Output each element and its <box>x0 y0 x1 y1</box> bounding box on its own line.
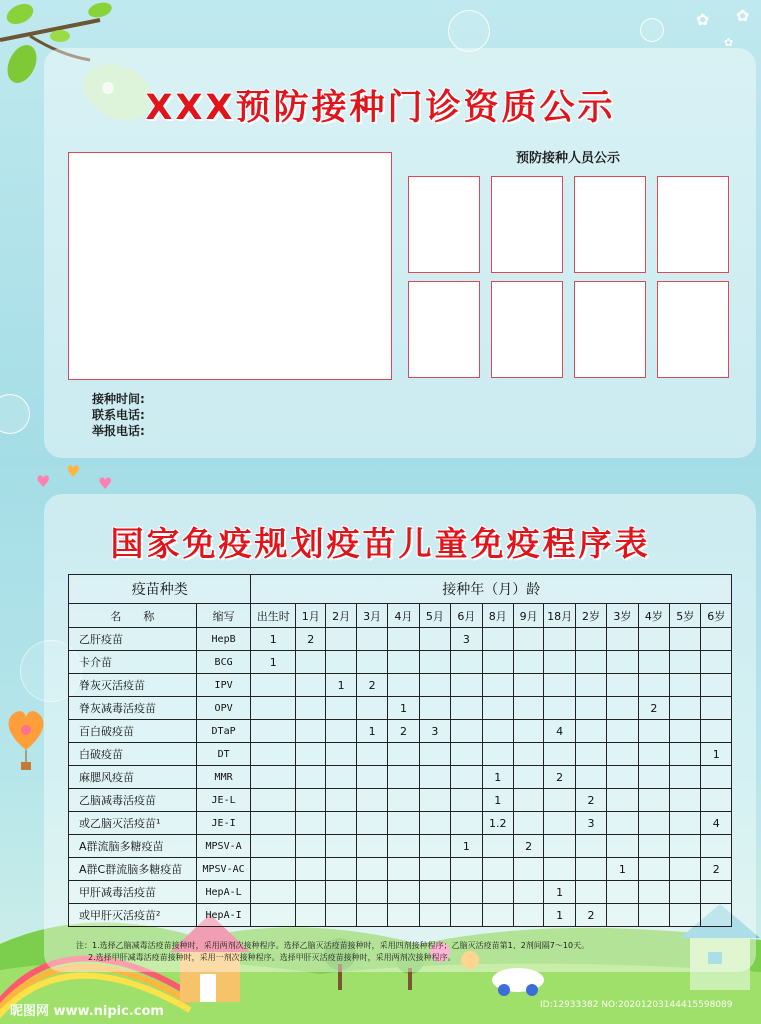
dose-cell: 1 <box>482 766 513 789</box>
dose-cell <box>575 651 606 674</box>
dose-cell <box>296 835 326 858</box>
dose-cell <box>419 858 450 881</box>
dose-cell <box>451 697 482 720</box>
dose-cell <box>419 904 450 927</box>
dose-cell <box>296 743 326 766</box>
vaccine-abbr-cell: HepA-L <box>196 881 251 904</box>
vaccine-name-cell: 白破疫苗 <box>69 743 197 766</box>
vaccine-name-cell: 麻腮风疫苗 <box>69 766 197 789</box>
dose-cell <box>388 835 419 858</box>
vaccine-abbr-cell: HepB <box>196 628 251 651</box>
dose-cell <box>296 674 326 697</box>
dose-cell <box>356 858 387 881</box>
table-row <box>69 697 732 720</box>
heart-decoration: ♥ <box>98 474 113 493</box>
dose-cell <box>296 789 326 812</box>
dose-cell <box>670 651 701 674</box>
schedule-note-1: 注：1.选择乙脑减毒活疫苗接种时，采用两剂次接种程序。选择乙脑灭活疫苗接种时，采用四剂接种程序；乙脑灭活疫苗第1、2剂间隔7～10天。 <box>76 941 590 950</box>
abbr-column-header: 缩写 <box>196 604 251 628</box>
heart-decoration: ♥ <box>36 472 51 491</box>
dose-cell: 1 <box>326 674 356 697</box>
dose-cell <box>701 674 732 697</box>
dose-cell <box>607 697 638 720</box>
dose-cell <box>251 858 296 881</box>
table-row <box>69 674 732 697</box>
dose-cell <box>482 674 513 697</box>
dose-cell <box>451 743 482 766</box>
vaccine-name-cell: 或乙脑灭活疫苗¹ <box>69 812 197 835</box>
dose-cell: 2 <box>701 858 732 881</box>
dose-cell <box>251 789 296 812</box>
dose-cell <box>575 858 606 881</box>
dose-cell: 2 <box>544 766 575 789</box>
dose-cell <box>701 697 732 720</box>
dose-cell <box>482 835 513 858</box>
dose-cell <box>607 720 638 743</box>
dose-cell: 1 <box>356 720 387 743</box>
dose-cell <box>419 789 450 812</box>
vaccine-abbr-cell: HepA-I <box>196 904 251 927</box>
dose-cell: 2 <box>296 628 326 651</box>
dose-cell <box>513 697 543 720</box>
age-column-header: 5月 <box>419 604 450 628</box>
dose-cell <box>575 628 606 651</box>
dose-cell: 3 <box>575 812 606 835</box>
dose-cell <box>419 812 450 835</box>
dose-cell <box>296 858 326 881</box>
vaccine-abbr-cell: JE-L <box>196 789 251 812</box>
age-column-header: 2月 <box>326 604 356 628</box>
dose-cell <box>638 766 669 789</box>
vaccine-abbr-cell: IPV <box>196 674 251 697</box>
dose-cell <box>388 812 419 835</box>
dose-cell <box>482 904 513 927</box>
dose-cell <box>326 766 356 789</box>
table-row <box>69 766 732 789</box>
dose-cell <box>251 697 296 720</box>
age-header: 接种年（月）龄 <box>251 575 732 604</box>
dose-cell: 1 <box>251 628 296 651</box>
dose-cell <box>451 766 482 789</box>
age-column-header: 8月 <box>482 604 513 628</box>
dose-cell <box>388 858 419 881</box>
table-row <box>69 651 732 674</box>
dose-cell <box>638 904 669 927</box>
dose-cell <box>513 720 543 743</box>
dose-cell <box>670 697 701 720</box>
vaccine-name-cell: 乙肝疫苗 <box>69 628 197 651</box>
dose-cell <box>670 789 701 812</box>
dose-cell <box>388 766 419 789</box>
flower-decoration: ✿ <box>736 6 750 25</box>
dose-cell <box>670 720 701 743</box>
dose-cell <box>482 720 513 743</box>
dose-cell <box>513 812 543 835</box>
dose-cell <box>670 904 701 927</box>
report-phone-label: 举报电话: <box>92 424 145 438</box>
dose-cell <box>607 628 638 651</box>
dose-cell <box>544 789 575 812</box>
schedule-note-2: 2.选择甲肝减毒活疫苗接种时，采用一剂次接种程序。选择甲肝灭活疫苗接种时，采用两剂次接种程序。 <box>88 953 456 962</box>
dose-cell <box>326 743 356 766</box>
dose-cell <box>451 812 482 835</box>
dose-cell <box>607 904 638 927</box>
bubble-decoration <box>0 394 30 434</box>
table-row <box>69 858 732 881</box>
clinic-certificate-photo-frame <box>68 152 392 380</box>
dose-cell: 1 <box>251 651 296 674</box>
vaccine-name-cell: A群C群流脑多糖疫苗 <box>69 858 197 881</box>
dose-cell: 2 <box>356 674 387 697</box>
dose-cell <box>419 674 450 697</box>
dose-cell <box>419 651 450 674</box>
name-column-header: 名 称 <box>69 604 197 628</box>
bubble-decoration <box>448 10 490 52</box>
age-column-header: 3岁 <box>607 604 638 628</box>
age-column-header: 2岁 <box>575 604 606 628</box>
dose-cell <box>326 789 356 812</box>
dose-cell <box>638 720 669 743</box>
staff-photo-frame <box>491 281 563 378</box>
dose-cell <box>388 743 419 766</box>
dose-cell <box>575 743 606 766</box>
dose-cell: 1 <box>451 835 482 858</box>
dose-cell <box>638 651 669 674</box>
dose-cell <box>451 858 482 881</box>
dose-cell <box>638 789 669 812</box>
table-row <box>69 720 732 743</box>
dose-cell <box>607 766 638 789</box>
dose-cell <box>607 651 638 674</box>
vaccine-name-cell: 百白破疫苗 <box>69 720 197 743</box>
dose-cell <box>356 789 387 812</box>
dose-cell <box>513 904 543 927</box>
dose-cell <box>513 789 543 812</box>
dose-cell <box>513 766 543 789</box>
table-row <box>69 789 732 812</box>
dose-cell <box>326 858 356 881</box>
age-column-header: 1月 <box>296 604 326 628</box>
dose-cell <box>670 881 701 904</box>
dose-cell <box>251 766 296 789</box>
dose-cell <box>607 674 638 697</box>
dose-cell <box>451 720 482 743</box>
dose-cell: 1 <box>482 789 513 812</box>
dose-cell <box>451 881 482 904</box>
vaccine-abbr-cell: MPSV-A <box>196 835 251 858</box>
dose-cell <box>638 674 669 697</box>
vaccine-name-cell: 脊灰减毒活疫苗 <box>69 697 197 720</box>
dose-cell <box>513 651 543 674</box>
dose-cell <box>251 720 296 743</box>
dose-cell <box>419 766 450 789</box>
dose-cell <box>419 697 450 720</box>
dose-cell <box>701 766 732 789</box>
dose-cell <box>575 697 606 720</box>
flower-decoration: ✿ <box>696 10 710 29</box>
dose-cell <box>701 789 732 812</box>
vaccine-abbr-cell: DTaP <box>196 720 251 743</box>
dose-cell: 4 <box>544 720 575 743</box>
dose-cell <box>251 904 296 927</box>
dose-cell <box>356 743 387 766</box>
flower-decoration: ✿ <box>724 36 734 49</box>
dose-cell <box>356 835 387 858</box>
dose-cell <box>251 881 296 904</box>
immunization-schedule-table <box>68 574 732 927</box>
watermark-site: 昵图网 www.nipic.com <box>10 1004 164 1019</box>
dose-cell <box>638 628 669 651</box>
dose-cell <box>419 835 450 858</box>
vaccine-type-header: 疫苗种类 <box>69 575 251 604</box>
dose-cell <box>326 697 356 720</box>
staff-photo-frame <box>657 281 729 378</box>
dose-cell <box>356 881 387 904</box>
dose-cell <box>638 881 669 904</box>
vaccine-abbr-cell: DT <box>196 743 251 766</box>
dose-cell <box>388 674 419 697</box>
staff-photo-frame <box>657 176 729 273</box>
vaccine-name-cell: 乙脑减毒活疫苗 <box>69 789 197 812</box>
dose-cell <box>701 881 732 904</box>
table-row <box>69 881 732 904</box>
dose-cell <box>544 674 575 697</box>
dose-cell <box>482 628 513 651</box>
dose-cell <box>451 674 482 697</box>
dose-cell <box>388 789 419 812</box>
dose-cell <box>251 812 296 835</box>
dose-cell <box>326 881 356 904</box>
dose-cell <box>356 628 387 651</box>
dose-cell: 1.2 <box>482 812 513 835</box>
dose-cell <box>607 835 638 858</box>
dose-cell <box>638 743 669 766</box>
dose-cell <box>607 812 638 835</box>
dose-cell <box>326 628 356 651</box>
dose-cell: 2 <box>513 835 543 858</box>
dose-cell <box>251 835 296 858</box>
age-column-header: 出生时 <box>251 604 296 628</box>
dose-cell <box>251 674 296 697</box>
dose-cell <box>544 835 575 858</box>
dose-cell <box>638 835 669 858</box>
table-row <box>69 904 732 927</box>
staff-photo-frame <box>408 281 480 378</box>
staff-photo-frame <box>574 281 646 378</box>
dose-cell <box>670 812 701 835</box>
dose-cell <box>544 812 575 835</box>
dose-cell <box>513 881 543 904</box>
dose-cell <box>326 835 356 858</box>
table-row <box>69 628 732 651</box>
dose-cell <box>251 743 296 766</box>
dose-cell <box>701 904 732 927</box>
dose-cell: 2 <box>575 904 606 927</box>
age-column-header: 6月 <box>451 604 482 628</box>
dose-cell: 1 <box>544 904 575 927</box>
age-column-header: 18月 <box>544 604 575 628</box>
dose-cell: 1 <box>701 743 732 766</box>
dose-cell <box>575 881 606 904</box>
page-title: XXX预防接种门诊资质公示 <box>145 88 616 128</box>
vaccine-name-cell: A群流脑多糖疫苗 <box>69 835 197 858</box>
dose-cell: 2 <box>388 720 419 743</box>
vaccine-abbr-cell: MPSV-AC <box>196 858 251 881</box>
dose-cell <box>638 858 669 881</box>
staff-heading: 预防接种人员公示 <box>515 151 620 166</box>
dose-cell <box>388 904 419 927</box>
dose-cell <box>482 651 513 674</box>
dose-cell <box>575 720 606 743</box>
dose-cell <box>670 674 701 697</box>
dose-cell <box>544 628 575 651</box>
dose-cell: 3 <box>419 720 450 743</box>
table-row <box>69 835 732 858</box>
dose-cell <box>296 720 326 743</box>
dose-cell <box>607 881 638 904</box>
age-column-header: 3月 <box>356 604 387 628</box>
age-column-header: 4岁 <box>638 604 669 628</box>
dose-cell <box>701 720 732 743</box>
vaccine-abbr-cell: JE-I <box>196 812 251 835</box>
dose-cell <box>326 904 356 927</box>
age-column-header: 5岁 <box>670 604 701 628</box>
dose-cell <box>575 835 606 858</box>
age-column-header: 4月 <box>388 604 419 628</box>
schedule-title: 国家免疫规划疫苗儿童免疫程序表 <box>110 524 651 563</box>
dose-cell: 4 <box>701 812 732 835</box>
dose-cell <box>356 697 387 720</box>
dose-cell <box>544 743 575 766</box>
staff-photo-frame <box>408 176 480 273</box>
vaccine-name-cell: 或甲肝灭活疫苗² <box>69 904 197 927</box>
dose-cell <box>670 766 701 789</box>
dose-cell: 1 <box>607 858 638 881</box>
dose-cell <box>482 743 513 766</box>
dose-cell: 2 <box>575 789 606 812</box>
dose-cell <box>701 835 732 858</box>
vaccine-name-cell: 甲肝减毒活疫苗 <box>69 881 197 904</box>
vaccine-abbr-cell: BCG <box>196 651 251 674</box>
dose-cell <box>482 858 513 881</box>
dose-cell <box>670 835 701 858</box>
vaccine-abbr-cell: MMR <box>196 766 251 789</box>
dose-cell <box>356 651 387 674</box>
dose-cell <box>482 881 513 904</box>
vaccine-abbr-cell: OPV <box>196 697 251 720</box>
table-row <box>69 812 732 835</box>
dose-cell <box>451 904 482 927</box>
dose-cell: 1 <box>544 881 575 904</box>
dose-cell <box>356 904 387 927</box>
bubble-decoration <box>640 18 664 42</box>
dose-cell <box>296 904 326 927</box>
dose-cell <box>451 789 482 812</box>
dose-cell <box>670 743 701 766</box>
dose-cell <box>513 628 543 651</box>
dose-cell <box>607 789 638 812</box>
dose-cell <box>451 651 482 674</box>
age-column-header: 9月 <box>513 604 543 628</box>
dose-cell <box>388 881 419 904</box>
dose-cell <box>513 674 543 697</box>
heart-decoration: ♥ <box>66 462 81 481</box>
dose-cell <box>326 651 356 674</box>
dose-cell <box>701 628 732 651</box>
staff-photo-frame <box>491 176 563 273</box>
dose-cell <box>670 858 701 881</box>
dose-cell <box>419 881 450 904</box>
dose-cell <box>513 743 543 766</box>
watermark-id: ID:12933382 NO:20201203144415598089 <box>540 1000 733 1010</box>
vaccine-name-cell: 卡介苗 <box>69 651 197 674</box>
vaccine-name-cell: 脊灰灭活疫苗 <box>69 674 197 697</box>
dose-cell <box>638 812 669 835</box>
dose-cell <box>701 651 732 674</box>
dose-cell <box>607 743 638 766</box>
dose-cell <box>356 766 387 789</box>
dose-cell <box>388 628 419 651</box>
dose-cell <box>513 858 543 881</box>
dose-cell <box>296 812 326 835</box>
dose-cell <box>544 651 575 674</box>
dose-cell <box>575 766 606 789</box>
dose-cell <box>326 720 356 743</box>
contact-phone-label: 联系电话: <box>92 408 145 422</box>
dose-cell <box>326 812 356 835</box>
dose-cell <box>419 628 450 651</box>
dose-cell <box>296 881 326 904</box>
dose-cell: 1 <box>388 697 419 720</box>
dose-cell <box>482 697 513 720</box>
dose-cell <box>296 766 326 789</box>
age-column-header: 6岁 <box>701 604 732 628</box>
dose-cell <box>575 674 606 697</box>
vaccination-time-label: 接种时间: <box>92 392 145 406</box>
dose-cell <box>356 812 387 835</box>
heart-balloon-decoration <box>4 704 48 774</box>
dose-cell: 2 <box>638 697 669 720</box>
table-row <box>69 743 732 766</box>
dose-cell <box>296 651 326 674</box>
dose-cell <box>388 651 419 674</box>
dose-cell: 3 <box>451 628 482 651</box>
dose-cell <box>670 628 701 651</box>
staff-photo-frame <box>574 176 646 273</box>
dose-cell <box>544 697 575 720</box>
dose-cell <box>296 697 326 720</box>
dose-cell <box>544 858 575 881</box>
dose-cell <box>419 743 450 766</box>
